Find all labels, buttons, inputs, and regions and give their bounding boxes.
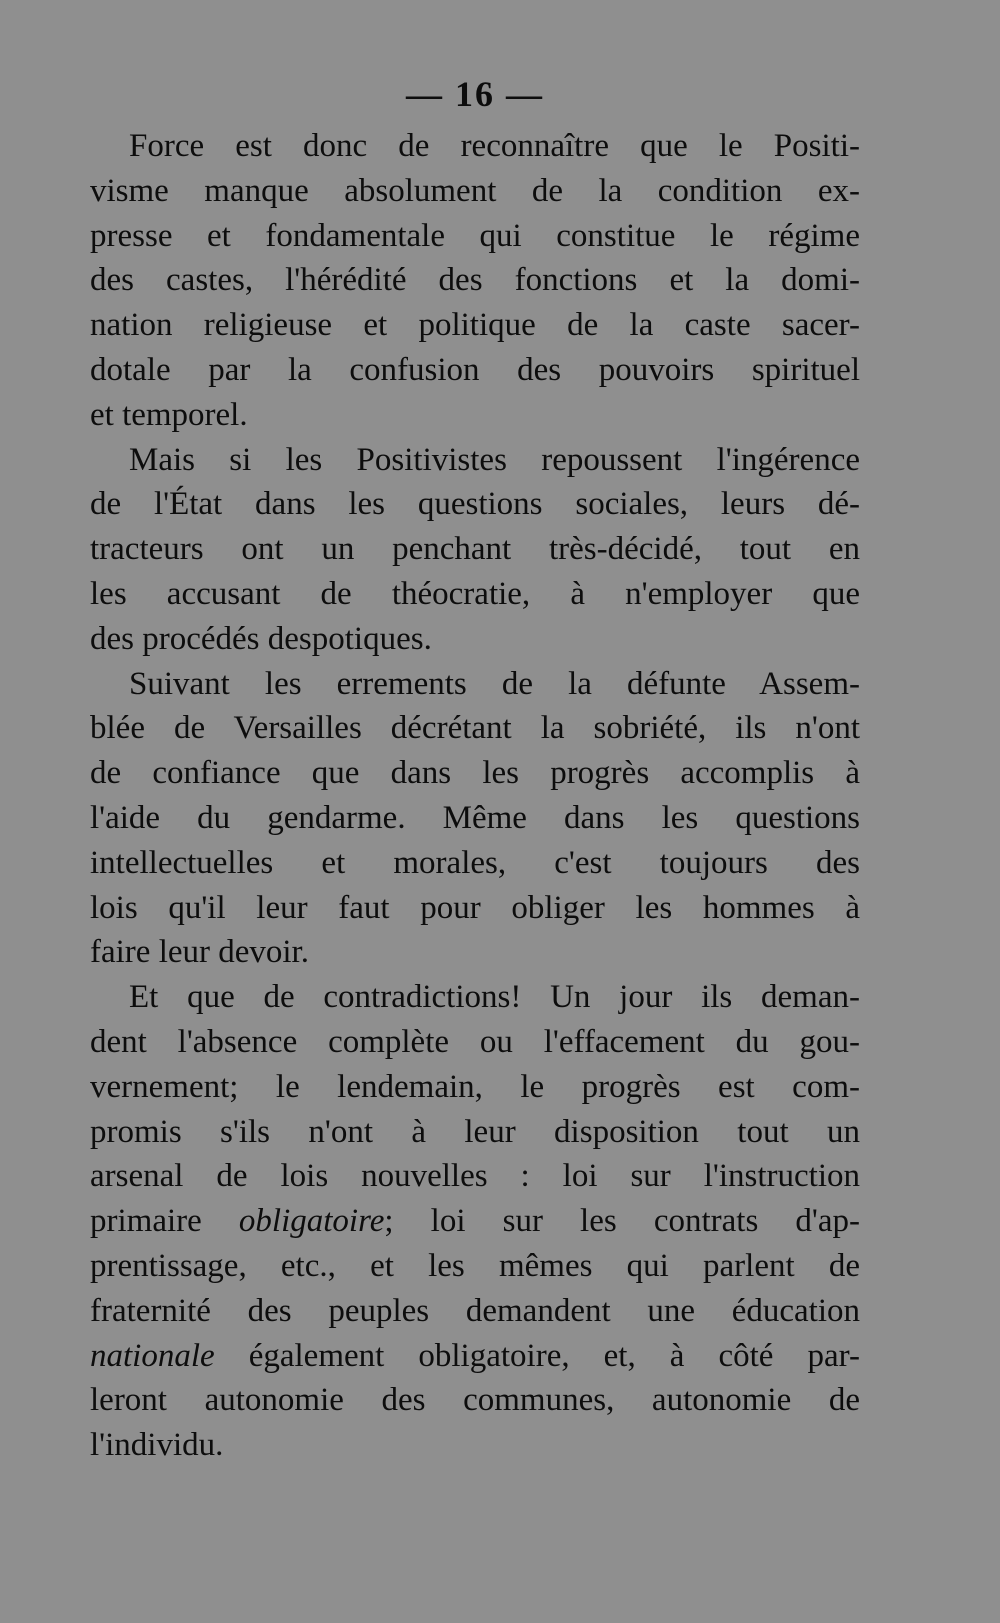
text-line: Suivant les errements de la défunte Assem-	[129, 665, 860, 702]
text-line: vernement; le lendemain, le progrès est com-	[90, 1068, 860, 1105]
paragraph-4	[90, 975, 860, 1468]
text-line	[90, 1199, 860, 1244]
text-line: de l'État dans les questions sociales, leurs dé-	[90, 486, 860, 523]
text-line: Et que de contradictions! Un jour ils deman-	[129, 979, 860, 1016]
paragraph-3	[90, 662, 860, 976]
text-line: blée de Versailles décrétant la sobriété, ils n'ont	[90, 710, 860, 747]
text-line: et temporel.	[90, 396, 248, 433]
paragraph-2	[90, 438, 860, 662]
book-page	[90, 72, 860, 1468]
text-line: Mais si les Positivistes repoussent l'ingérence	[129, 441, 860, 478]
text-line: des castes, l'hérédité des fonctions et la domi-	[90, 262, 860, 299]
text-line: dotale par la confusion des pouvoirs spirituel	[90, 351, 860, 388]
paragraph-1	[90, 124, 860, 438]
text-line: Force est donc de reconnaître que le Positi-	[129, 128, 860, 164]
text-line: des procédés despotiques.	[90, 620, 432, 657]
italic-text: obligatoire	[238, 1203, 385, 1240]
text-run: primaire	[90, 1203, 239, 1240]
page-number: — 16 —	[406, 74, 544, 114]
text-line: prentissage, etc., et les mêmes qui parlent de	[90, 1247, 860, 1284]
text-run: ; loi sur les contrats d'ap-	[384, 1203, 860, 1240]
text-line: fraternité des peuples demandent une éducation	[90, 1292, 860, 1329]
text-line: faire leur devoir.	[90, 934, 309, 971]
text-line: de confiance que dans les progrès accomplis à	[90, 755, 860, 792]
text-line: l'individu.	[90, 1427, 224, 1464]
text-line: l'aide du gendarme. Même dans les questions	[90, 799, 860, 836]
text-line: tracteurs ont un penchant très-décidé, tout en	[90, 531, 860, 568]
text-line: arsenal de lois nouvelles : loi sur l'instruction	[90, 1158, 860, 1195]
text-line: leront autonomie des communes, autonomie de	[90, 1382, 860, 1419]
text-line: les accusant de théocratie, à n'employer que	[90, 575, 860, 612]
text-run: également obligatoire, et, à côté par-	[214, 1337, 860, 1374]
text-line: presse et fondamentale qui constitue le régime	[90, 217, 860, 254]
text-line: nation religieuse et politique de la caste sacer-	[90, 307, 860, 344]
text-line: promis s'ils n'ont à leur disposition tout un	[90, 1113, 860, 1150]
italic-text: nationale	[90, 1337, 215, 1374]
text-line: intellectuelles et morales, c'est toujours des	[90, 844, 860, 881]
text-line: lois qu'il leur faut pour obliger les hommes à	[90, 889, 860, 926]
text-line: visme manque absolument de la condition ex-	[90, 172, 860, 209]
text-line	[90, 1334, 860, 1379]
text-line: dent l'absence complète ou l'effacement du gou-	[90, 1023, 860, 1060]
